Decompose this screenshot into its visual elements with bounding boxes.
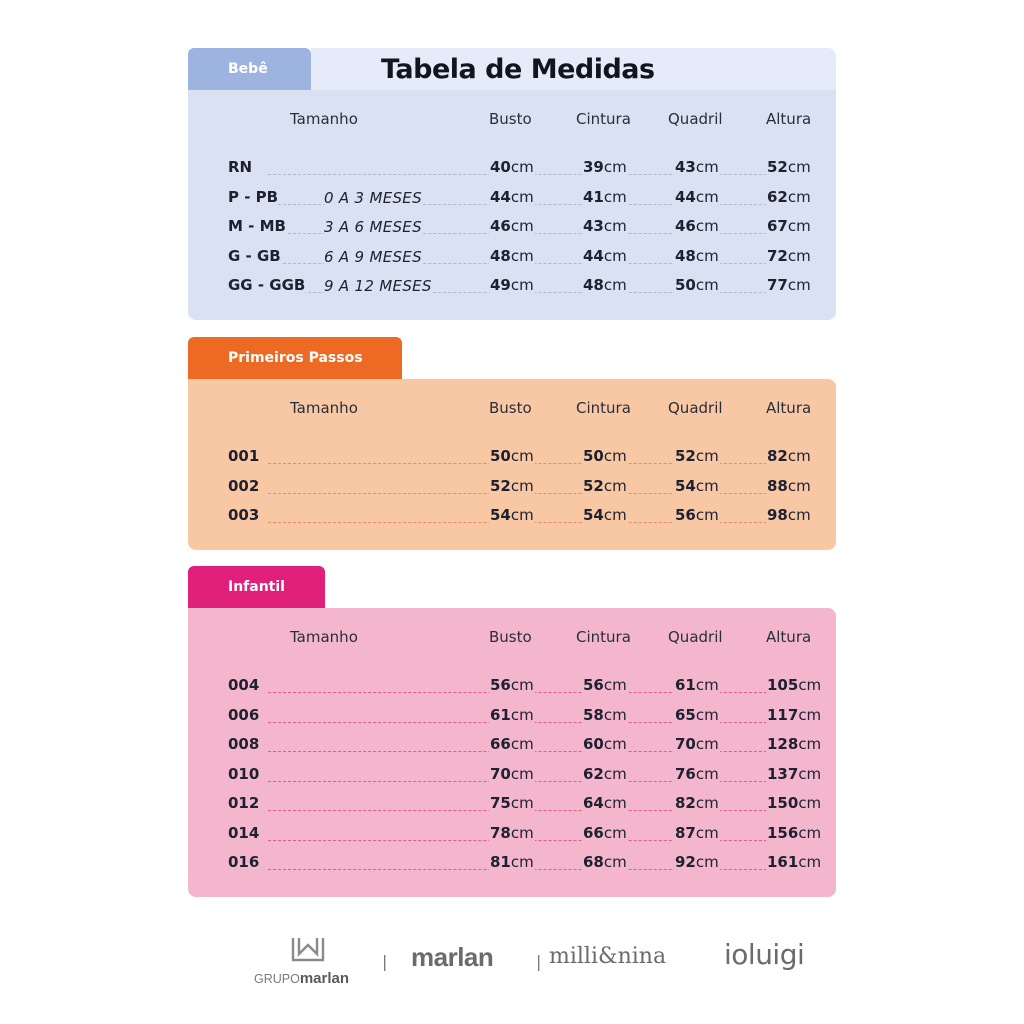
quadril-number: 65 [675, 705, 696, 724]
dotted-leader [268, 493, 812, 494]
unit-label: cm [510, 187, 534, 206]
cintura-value [582, 794, 628, 812]
unit-label: cm [695, 794, 719, 812]
altura-number: 137 [767, 764, 799, 783]
table-row [188, 473, 836, 503]
ioluigi-logo: ioluigi [724, 938, 805, 971]
cintura-value [582, 765, 628, 783]
size-label: 006 [228, 705, 260, 724]
grupo-name: marlan [299, 970, 350, 987]
unit-label: cm [510, 246, 534, 265]
section-tab-primeiros-passos: Primeiros Passos [188, 337, 402, 379]
altura-number: 105 [767, 676, 799, 694]
marlan-logo: marlan [411, 942, 494, 972]
unit-label: cm [510, 217, 534, 235]
unit-label: cm [603, 823, 627, 842]
section-tab-infantil: Infantil [188, 566, 325, 608]
cintura-number: 66 [583, 823, 604, 842]
altura-value [766, 217, 812, 235]
cintura-number: 68 [583, 853, 604, 871]
header-altura: Altura [766, 399, 812, 417]
unit-label: cm [510, 823, 534, 842]
grupo-marlan-logo [254, 936, 364, 988]
unit-label: cm [603, 158, 627, 176]
busto-value [489, 676, 535, 694]
size-label: RN [228, 158, 253, 176]
grupo-prefix: GRUPO [254, 972, 300, 986]
altura-value [766, 158, 812, 176]
unit-label: cm [695, 676, 719, 694]
table-row [188, 443, 836, 473]
cintura-value [582, 247, 628, 265]
quadril-value [674, 188, 720, 206]
busto-number: 70 [490, 764, 511, 783]
unit-label: cm [798, 853, 822, 871]
unit-label: cm [798, 735, 822, 753]
busto-value [489, 276, 535, 294]
cintura-value [582, 158, 628, 176]
quadril-value [674, 506, 720, 524]
size-label: 010 [228, 764, 260, 783]
busto-value [489, 477, 535, 495]
altura-value [766, 735, 822, 753]
altura-value [766, 706, 822, 724]
busto-number: 78 [490, 823, 511, 842]
unit-label: cm [510, 794, 534, 812]
section-tab-bebe: Bebê [188, 48, 311, 90]
grupo-marlan-mark-icon [290, 936, 326, 966]
header-size: Tamanho [290, 628, 358, 646]
dotted-leader [268, 810, 812, 811]
quadril-value [674, 276, 720, 294]
quadril-number: 46 [675, 217, 696, 235]
size-label: P - PB [228, 187, 279, 206]
unit-label: cm [510, 764, 534, 783]
busto-number: 52 [490, 476, 511, 495]
busto-value [489, 735, 535, 753]
cintura-number: 56 [583, 676, 604, 694]
unit-label: cm [695, 764, 719, 783]
quadril-number: 50 [675, 276, 696, 294]
cintura-number: 41 [583, 187, 604, 206]
age-range: 9 A 12 MESES [324, 277, 432, 295]
unit-label: cm [787, 506, 811, 524]
cintura-value [582, 824, 628, 842]
header-busto: Busto [489, 628, 532, 646]
cintura-value [582, 735, 628, 753]
cintura-value [582, 706, 628, 724]
quadril-number: 82 [675, 794, 696, 812]
unit-label: cm [510, 476, 534, 495]
section-infantil [188, 566, 836, 897]
unit-label: cm [510, 506, 534, 524]
quadril-value [674, 247, 720, 265]
busto-value [489, 853, 535, 871]
unit-label: cm [695, 187, 719, 206]
altura-number: 88 [767, 476, 788, 495]
brand-separator: | [382, 952, 388, 971]
size-label: 002 [228, 476, 260, 495]
cintura-number: 39 [583, 158, 604, 176]
quadril-value [674, 853, 720, 871]
cintura-number: 64 [583, 794, 604, 812]
busto-number: 49 [490, 276, 511, 294]
unit-label: cm [510, 735, 534, 753]
size-label: 001 [228, 447, 260, 465]
quadril-value [674, 158, 720, 176]
dotted-leader [268, 781, 812, 782]
quadril-value [674, 447, 720, 465]
size-label: 003 [228, 506, 260, 524]
dotted-leader [268, 869, 812, 870]
altura-number: 72 [767, 246, 788, 265]
busto-number: 81 [490, 853, 511, 871]
table-row [188, 502, 836, 532]
header-busto: Busto [489, 399, 532, 417]
quadril-number: 56 [675, 506, 696, 524]
unit-label: cm [695, 276, 719, 294]
header-cintura: Cintura [576, 399, 631, 417]
quadril-number: 76 [675, 764, 696, 783]
busto-number: 48 [490, 246, 511, 265]
dotted-leader [268, 463, 812, 464]
table-row [188, 243, 836, 273]
unit-label: cm [787, 447, 811, 465]
quadril-value [674, 794, 720, 812]
busto-value [489, 765, 535, 783]
unit-label: cm [798, 705, 822, 724]
altura-value [766, 276, 812, 294]
cintura-value [582, 853, 628, 871]
altura-number: 82 [767, 447, 788, 465]
busto-number: 61 [490, 705, 511, 724]
page-title: Tabela de Medidas [381, 54, 655, 85]
unit-label: cm [603, 476, 627, 495]
unit-label: cm [695, 246, 719, 265]
table-row [188, 790, 836, 820]
unit-label: cm [603, 676, 627, 694]
quadril-number: 48 [675, 246, 696, 265]
section-panel-infantil [188, 608, 836, 897]
unit-label: cm [510, 705, 534, 724]
table-row [188, 213, 836, 243]
quadril-number: 87 [675, 823, 696, 842]
quadril-number: 54 [675, 476, 696, 495]
age-range: 6 A 9 MESES [324, 247, 422, 266]
unit-label: cm [510, 676, 534, 694]
busto-value [489, 188, 535, 206]
cintura-value [582, 188, 628, 206]
unit-label: cm [695, 823, 719, 842]
altura-value [766, 447, 812, 465]
unit-label: cm [798, 794, 822, 812]
header-quadril: Quadril [668, 399, 723, 417]
unit-label: cm [510, 158, 534, 176]
cintura-number: 58 [583, 705, 604, 724]
section-panel-primeiros-passos [188, 379, 836, 550]
altura-number: 98 [767, 506, 788, 524]
unit-label: cm [603, 853, 627, 871]
unit-label: cm [695, 476, 719, 495]
milli-nina-logo: milli&nina [549, 944, 667, 969]
unit-label: cm [603, 794, 627, 812]
size-label: 008 [228, 735, 260, 753]
header-quadril: Quadril [668, 110, 723, 128]
header-altura: Altura [766, 628, 812, 646]
unit-label: cm [603, 506, 627, 524]
cintura-value [582, 276, 628, 294]
busto-value [489, 217, 535, 235]
unit-label: cm [787, 276, 811, 294]
cintura-value [582, 477, 628, 495]
altura-number: 77 [767, 276, 788, 294]
header-cintura: Cintura [576, 110, 631, 128]
unit-label: cm [798, 764, 822, 783]
altura-value [766, 188, 812, 206]
header-size: Tamanho [290, 110, 358, 128]
cintura-number: 44 [583, 246, 604, 265]
busto-number: 40 [490, 158, 511, 176]
brand-logos [0, 930, 1024, 990]
unit-label: cm [787, 187, 811, 206]
table-row [188, 272, 836, 302]
altura-number: 62 [767, 187, 788, 206]
altura-value [766, 794, 822, 812]
unit-label: cm [798, 676, 822, 694]
unit-label: cm [510, 853, 534, 871]
altura-value [766, 824, 822, 842]
unit-label: cm [695, 506, 719, 524]
busto-number: 50 [490, 447, 511, 465]
altura-number: 67 [767, 217, 788, 235]
unit-label: cm [798, 823, 822, 842]
quadril-number: 70 [675, 735, 696, 753]
cintura-value [582, 676, 628, 694]
busto-value [489, 794, 535, 812]
table-row [188, 184, 836, 214]
busto-value [489, 506, 535, 524]
unit-label: cm [603, 246, 627, 265]
table-row [188, 702, 836, 732]
altura-number: 150 [767, 794, 799, 812]
section-panel-bebe [188, 90, 836, 320]
unit-label: cm [603, 735, 627, 753]
unit-label: cm [787, 476, 811, 495]
unit-label: cm [695, 217, 719, 235]
altura-number: 128 [767, 735, 799, 753]
dotted-leader [268, 840, 812, 841]
busto-value [489, 824, 535, 842]
unit-label: cm [695, 853, 719, 871]
table-row [188, 820, 836, 850]
size-label: 016 [228, 853, 260, 871]
dotted-leader [268, 751, 812, 752]
cintura-value [582, 447, 628, 465]
quadril-number: 43 [675, 158, 696, 176]
unit-label: cm [695, 447, 719, 465]
size-label: GG - GGB [228, 276, 306, 294]
altura-value [766, 676, 822, 694]
busto-value [489, 706, 535, 724]
section-bebe [188, 48, 836, 320]
quadril-number: 52 [675, 447, 696, 465]
header-size: Tamanho [290, 399, 358, 417]
busto-number: 56 [490, 676, 511, 694]
busto-value [489, 158, 535, 176]
unit-label: cm [603, 764, 627, 783]
unit-label: cm [510, 276, 534, 294]
unit-label: cm [787, 158, 811, 176]
cintura-value [582, 217, 628, 235]
altura-number: 156 [767, 823, 799, 842]
dotted-leader [268, 174, 812, 175]
brand-separator: | [536, 952, 542, 971]
quadril-value [674, 706, 720, 724]
cintura-number: 43 [583, 217, 604, 235]
altura-number: 117 [767, 705, 799, 724]
altura-value [766, 247, 812, 265]
busto-number: 75 [490, 794, 511, 812]
cintura-value [582, 506, 628, 524]
table-row [188, 849, 836, 879]
header-busto: Busto [489, 110, 532, 128]
busto-number: 46 [490, 217, 511, 235]
busto-number: 44 [490, 187, 511, 206]
unit-label: cm [603, 187, 627, 206]
cintura-number: 60 [583, 735, 604, 753]
quadril-value [674, 735, 720, 753]
table-row [188, 672, 836, 702]
unit-label: cm [510, 447, 534, 465]
quadril-number: 92 [675, 853, 696, 871]
altura-number: 161 [767, 853, 799, 871]
unit-label: cm [695, 735, 719, 753]
age-range: 0 A 3 MESES [324, 188, 422, 207]
cintura-number: 48 [583, 276, 604, 294]
cintura-number: 54 [583, 506, 604, 524]
table-row [188, 761, 836, 791]
size-label: 012 [228, 794, 260, 812]
size-label: G - GB [228, 246, 281, 265]
unit-label: cm [695, 705, 719, 724]
altura-value [766, 765, 822, 783]
size-label: 014 [228, 823, 260, 842]
busto-number: 66 [490, 735, 511, 753]
header-altura: Altura [766, 110, 812, 128]
dotted-leader [268, 722, 812, 723]
size-label: 004 [228, 676, 260, 694]
section-primeiros-passos [188, 337, 836, 550]
table-row [188, 731, 836, 761]
dotted-leader [268, 692, 812, 693]
unit-label: cm [787, 217, 811, 235]
unit-label: cm [603, 276, 627, 294]
altura-number: 52 [767, 158, 788, 176]
busto-value [489, 247, 535, 265]
cintura-number: 50 [583, 447, 604, 465]
quadril-value [674, 824, 720, 842]
quadril-number: 44 [675, 187, 696, 206]
header-quadril: Quadril [668, 628, 723, 646]
busto-number: 54 [490, 506, 511, 524]
unit-label: cm [695, 158, 719, 176]
unit-label: cm [603, 705, 627, 724]
dotted-leader [268, 522, 812, 523]
table-row [188, 154, 836, 184]
unit-label: cm [787, 246, 811, 265]
cintura-number: 62 [583, 764, 604, 783]
altura-value [766, 506, 812, 524]
altura-value [766, 853, 822, 871]
quadril-value [674, 765, 720, 783]
quadril-value [674, 676, 720, 694]
quadril-number: 61 [675, 676, 696, 694]
quadril-value [674, 477, 720, 495]
altura-value [766, 477, 812, 495]
unit-label: cm [603, 217, 627, 235]
header-cintura: Cintura [576, 628, 631, 646]
quadril-value [674, 217, 720, 235]
size-label: M - MB [228, 217, 286, 235]
unit-label: cm [603, 447, 627, 465]
age-range: 3 A 6 MESES [324, 218, 422, 236]
busto-value [489, 447, 535, 465]
cintura-number: 52 [583, 476, 604, 495]
